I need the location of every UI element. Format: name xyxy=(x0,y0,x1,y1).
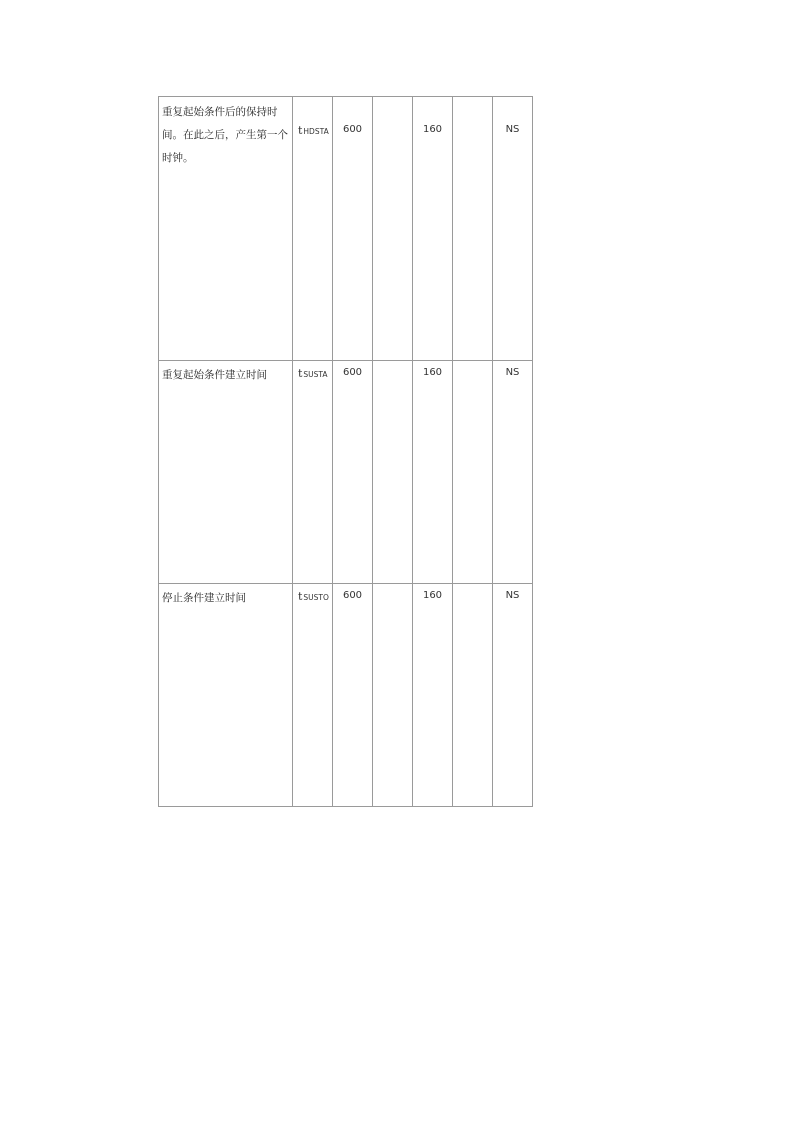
value-cell xyxy=(413,361,453,584)
column-5-value: 160 xyxy=(422,367,443,378)
table-row xyxy=(159,584,533,807)
description-text: 停止条件建立时间 xyxy=(162,592,246,604)
min-value: 600 xyxy=(342,367,363,378)
description-text: 重复起始条件建立时间 xyxy=(162,369,267,381)
min-value-cell xyxy=(333,361,373,584)
empty-cell xyxy=(373,361,413,584)
unit-value: NS xyxy=(505,590,520,601)
column-6-value xyxy=(453,361,492,367)
unit-cell xyxy=(493,584,533,807)
empty-cell xyxy=(373,97,413,361)
description-cell xyxy=(159,361,293,584)
column-4-value xyxy=(373,584,412,590)
column-4-value xyxy=(373,97,412,124)
symbol-subscript: SUSTO xyxy=(303,593,329,602)
symbol-prefix: t xyxy=(298,367,303,380)
symbol-cell xyxy=(293,361,333,584)
min-value-cell xyxy=(333,584,373,807)
column-6-value xyxy=(453,97,492,124)
min-value-cell xyxy=(333,97,373,361)
unit-cell xyxy=(493,97,533,361)
symbol-subscript: HDSTA xyxy=(303,127,329,136)
empty-cell xyxy=(453,97,493,361)
timing-spec-table xyxy=(158,96,533,807)
symbol-cell xyxy=(293,97,333,361)
description-cell xyxy=(159,97,293,361)
empty-cell xyxy=(453,361,493,584)
symbol-prefix: t xyxy=(298,124,303,137)
column-5-value: 160 xyxy=(422,590,443,601)
symbol-subscript: SUSTA xyxy=(303,370,328,379)
unit-value: NS xyxy=(505,124,520,135)
description-text: 重复起始条件后的保持时间。在此之后，产生第一个时钟。 xyxy=(162,106,288,164)
min-value: 600 xyxy=(342,124,363,135)
table-row xyxy=(159,361,533,584)
value-cell xyxy=(413,97,453,361)
table-row xyxy=(159,97,533,361)
unit-cell xyxy=(493,361,533,584)
symbol-cell xyxy=(293,584,333,807)
column-4-value xyxy=(373,361,412,367)
column-6-value xyxy=(453,584,492,590)
value-cell xyxy=(413,584,453,807)
min-value: 600 xyxy=(342,590,363,601)
empty-cell xyxy=(453,584,493,807)
description-cell xyxy=(159,584,293,807)
empty-cell xyxy=(373,584,413,807)
symbol-prefix: t xyxy=(298,590,303,603)
unit-value: NS xyxy=(505,367,520,378)
column-5-value: 160 xyxy=(422,124,443,135)
